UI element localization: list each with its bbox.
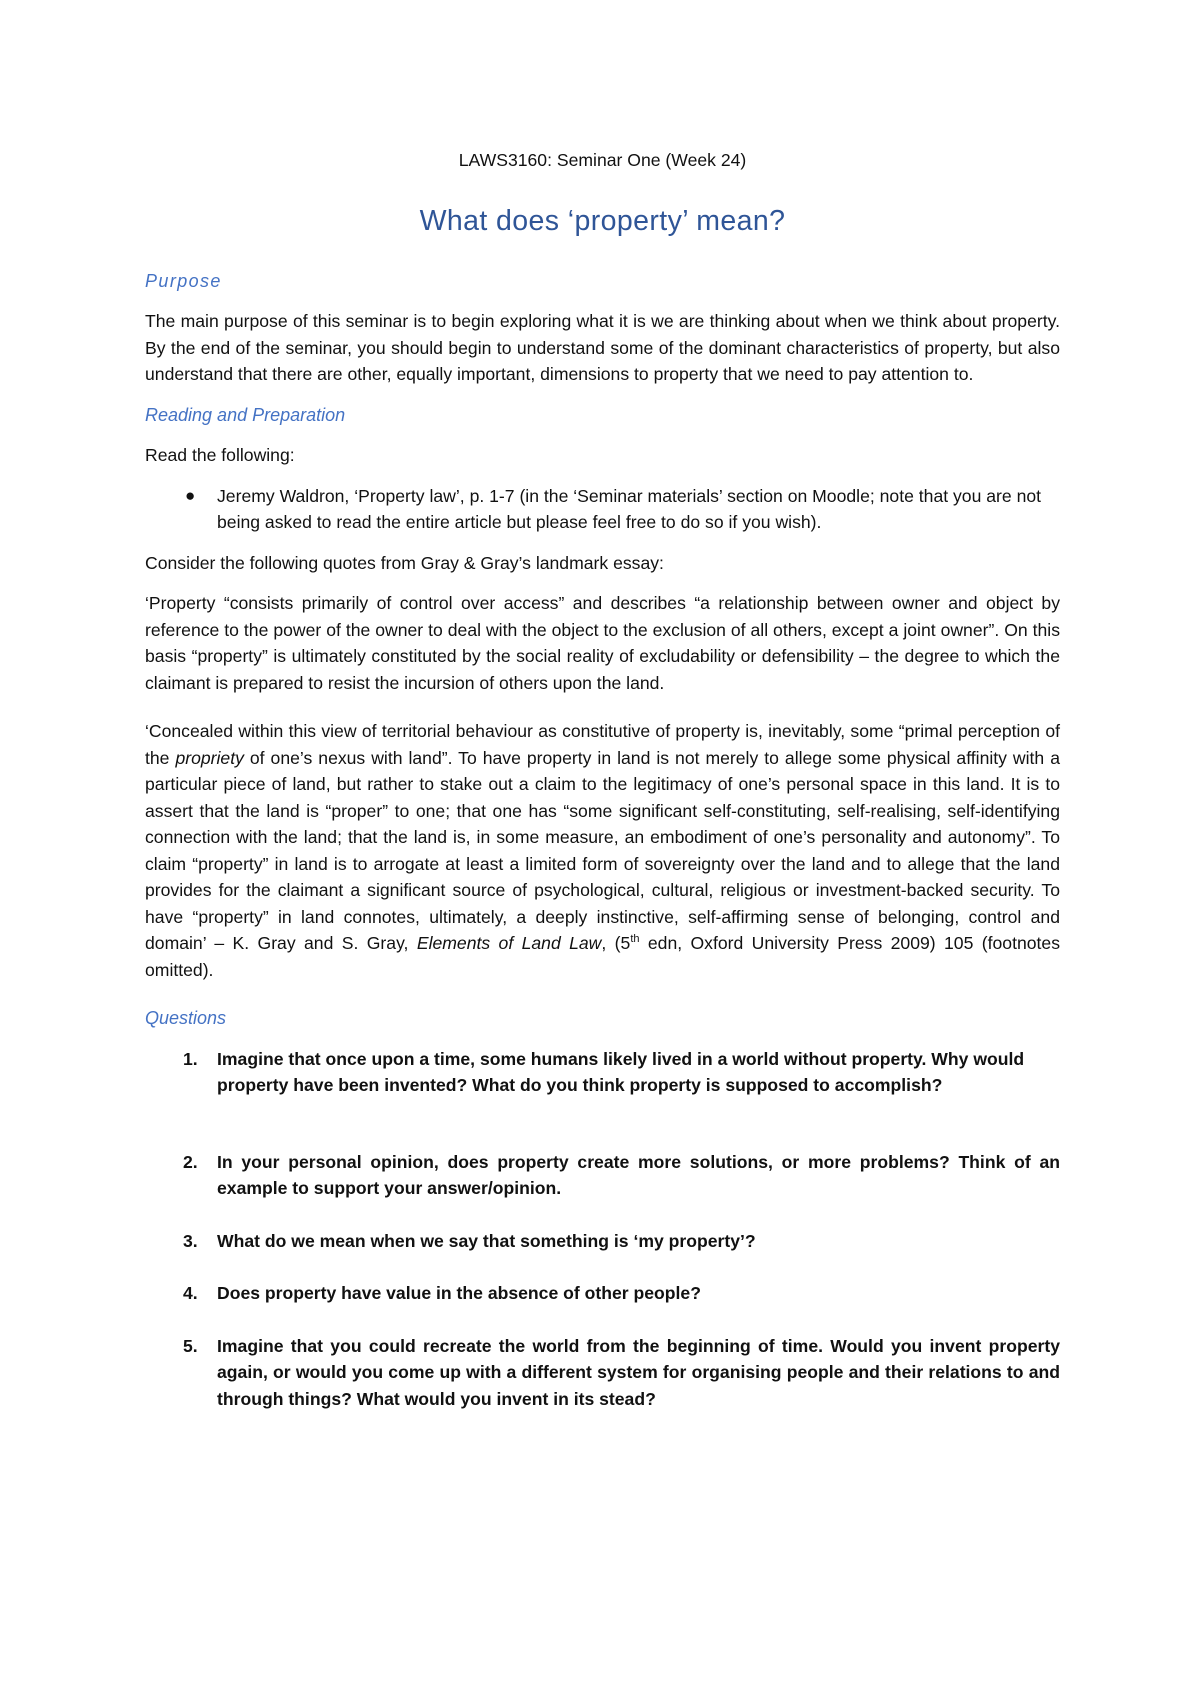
quote-one: ‘Property “consists primarily of control over access” and describes “a relationship between owner and object by reference to the power of the owner to deal with the object to the exclusion of all others, except a joint owner”. On this basis “property” is ultimately constituted by the social reality of excludability or defensibility – the degree to which the claimant is prepared to resist the incursion of others upon the land.	[145, 593, 1060, 693]
question-item	[145, 1228, 1060, 1255]
purpose-text: The main purpose of this seminar is to begin exploring what it is we are thinking about when we think about property. By the end of the seminar, you should begin to understand some of the dominant characteristics of property, but also understand that there are other, equally important, dimensions to property that we need to pay attention to.	[145, 311, 1060, 384]
question-item	[145, 1333, 1060, 1413]
quote-two-part3: , (5	[601, 933, 631, 953]
quote-two-part1: ‘Concealed within this view of territorial behaviour as constitutive of property is, inevitably, some “primal perception of the	[145, 721, 1060, 768]
purpose-heading: Purpose	[145, 270, 222, 291]
question-text: What do we mean when we say that something is ‘my property’?	[217, 1230, 756, 1251]
questions-heading: Questions	[145, 1008, 227, 1028]
reading-heading: Reading and Preparation	[145, 404, 346, 425]
question-text: Imagine that once upon a time, some humans likely lived in a world without property. Why would property have been invented? What do you think property is supposed to accomplish?	[217, 1048, 1025, 1095]
course-line: LAWS3160: Seminar One (Week 24)	[458, 150, 747, 170]
questions-list	[145, 1046, 1060, 1413]
question-item	[145, 1149, 1060, 1202]
bullet-icon: ●	[185, 485, 196, 505]
reading-list	[145, 483, 1060, 536]
question-item	[145, 1046, 1060, 1099]
question-text: Does property have value in the absence of other people?	[217, 1283, 701, 1303]
quote-two-italic1: propriety	[175, 747, 244, 768]
question-number: 1.	[183, 1048, 198, 1069]
edition-superscript: th	[630, 933, 640, 946]
question-number: 2.	[183, 1151, 198, 1172]
question-text: In your personal opinion, does property create more solutions, or more problems? Think of an example to support your answer/opinion.	[217, 1151, 1060, 1198]
quote-two	[145, 718, 1060, 983]
document-content	[145, 140, 1060, 1438]
quote-two-part4: edn, Oxford University Press 2009) 105 (footnotes omitted).	[145, 933, 1060, 980]
question-item	[145, 1280, 1060, 1307]
quote-two-part2: of one’s nexus with land”. To have property in land is not merely to allege some physical affinity with a particular piece of land, but rather to stake out a claim to the legitimacy of one’s personal space in this land. It is to assert that the land is “proper” to one; that one has “some significant self-constituting, self-realising, self-identifying connection with the land; that the land is, in some measure, an embodiment of one’s personality and autonomy”. To claim “property” in land is to arrogate at least a limited form of sovereignty over the land and to allege that the land provides for the claimant a significant source of psychological, cultural, religious or investment-backed security. To have “property” in land connotes, ultimately, a deeply instinctive, self-affirming sense of belonging, control and domain’ – K. Gray and S. Gray,	[145, 747, 1060, 953]
consider-text: Consider the following quotes from Gray & Gray’s landmark essay:	[145, 552, 664, 573]
question-number: 5.	[183, 1335, 198, 1356]
page-title: What does ‘property’ mean?	[419, 204, 786, 237]
book-title: Elements of Land Law	[416, 933, 602, 953]
list-item	[145, 483, 1060, 536]
reading-intro: Read the following:	[145, 445, 295, 465]
reading-item-text: Jeremy Waldron, ‘Property law’, p. 1-7 (in the ‘Seminar materials’ section on Moodle; note that you are not being asked to read the entire article but please feel free to do so if you wish).	[217, 485, 1042, 532]
question-number: 3.	[183, 1230, 198, 1251]
question-number: 4.	[183, 1283, 198, 1303]
question-text: Imagine that you could recreate the world from the beginning of time. Would you invent property again, or would you come up with a different system for organising people and their relations to and through things? What would you invent in its stead?	[217, 1335, 1060, 1409]
